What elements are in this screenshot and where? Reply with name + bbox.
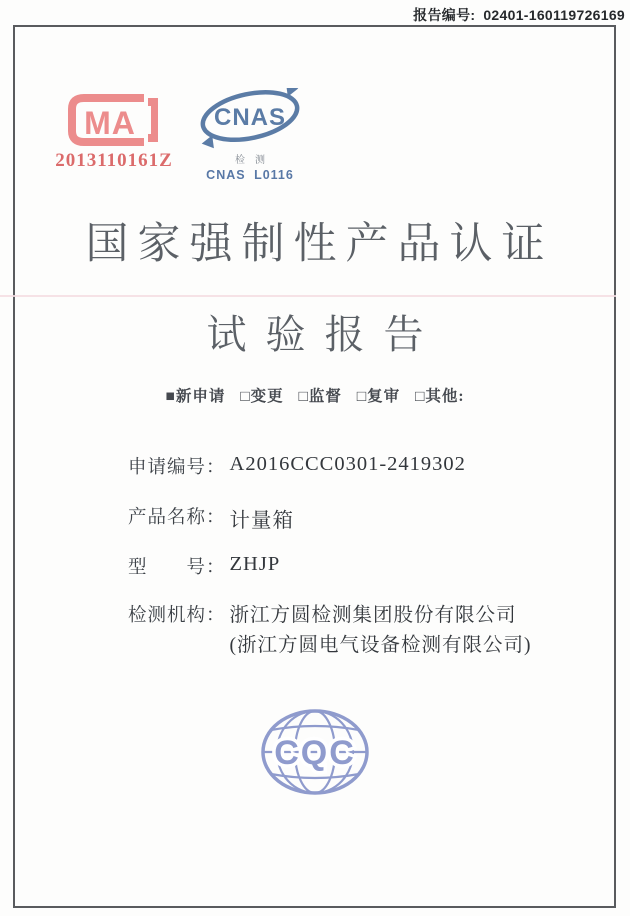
field-testing-organization [128, 601, 532, 661]
cnas-logo [192, 88, 308, 182]
option-new-application: ■新申请 [165, 388, 226, 405]
cnas-caption: 检测 [235, 155, 275, 166]
application-type-row [0, 384, 630, 406]
cma-bracket-shape [148, 98, 158, 142]
cqc-logo [260, 708, 370, 801]
cnas-accreditation-number: CNAS L0116 [206, 168, 294, 182]
field-product-name [128, 503, 294, 533]
cma-logo [48, 93, 180, 172]
option-change: □变更 [240, 388, 284, 405]
cqc-logo-icon [260, 708, 370, 796]
cma-logo-icon [66, 93, 162, 147]
report-number [413, 5, 625, 25]
report-number-label: 报告编号: [413, 7, 476, 23]
testing-organization-label: 检测机构： [128, 606, 226, 626]
field-application-number [128, 453, 466, 479]
option-supervision: □监督 [298, 388, 342, 405]
model-value: ZHJP [229, 553, 281, 575]
scan-artifact-line [0, 295, 616, 297]
field-model [128, 553, 280, 579]
testing-organization-value [230, 601, 532, 661]
cnas-logo-icon [198, 88, 302, 150]
document-subtitle: 试验报告 [206, 312, 443, 357]
model-label: 型 号： [128, 558, 226, 578]
testing-organization-line2: (浙江方圆电气设备检测有限公司) [229, 635, 532, 656]
application-number-value: A2016CCC0301-2419302 [229, 453, 466, 475]
option-review: □复审 [356, 388, 401, 405]
option-other: □其他: [414, 388, 465, 405]
cqc-letters: CQC [274, 734, 356, 772]
product-name-value: 计量箱 [229, 510, 295, 532]
product-name-label: 产品名称： [128, 508, 226, 528]
cnas-letters: CNAS [213, 104, 287, 131]
cma-cert-number: 2013110161Z [55, 150, 173, 171]
cma-letters: MA [84, 105, 136, 141]
testing-organization-line1: 浙江方圆检测集团股份有限公司 [229, 605, 517, 626]
document-title: 国家强制性产品认证 [85, 221, 554, 268]
application-number-label: 申请编号： [128, 458, 226, 478]
report-number-value: 02401-160119726169 [483, 7, 625, 23]
